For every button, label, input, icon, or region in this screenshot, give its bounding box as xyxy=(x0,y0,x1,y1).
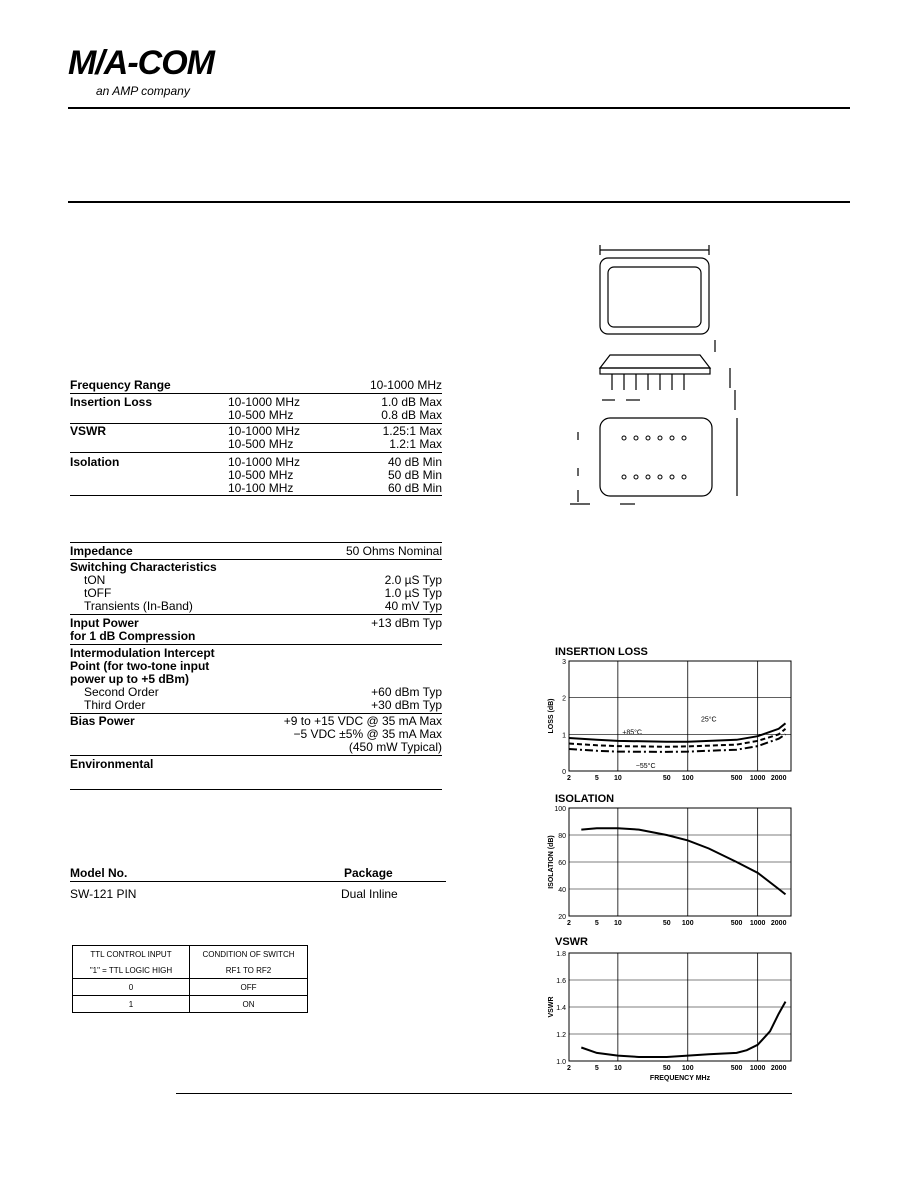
chart-annotation: −55°C xyxy=(635,763,656,771)
package-type: Dual Inline xyxy=(341,887,398,901)
y-tick-label: 1.2 xyxy=(556,1032,566,1039)
divider xyxy=(70,644,442,645)
footer-rule xyxy=(176,1093,792,1094)
model-number: SW-121 PIN xyxy=(70,887,137,901)
x-tick-label: 100 xyxy=(681,920,694,927)
logo-tagline: an AMP company xyxy=(96,84,190,98)
y-axis-label: ISOLATION (dB) xyxy=(548,835,555,889)
divider xyxy=(70,495,442,496)
truth-table xyxy=(72,945,308,1013)
x-tick-label: 500 xyxy=(730,920,743,927)
y-tick-label: 1 xyxy=(562,732,566,740)
truth-row-state: OFF xyxy=(190,979,308,996)
series-line xyxy=(569,723,786,741)
y-axis-label: VSWR xyxy=(548,996,555,1018)
x-tick-label: 10 xyxy=(613,920,622,927)
x-tick-label: 500 xyxy=(730,775,743,782)
x-tick-label: 100 xyxy=(681,1065,694,1072)
chart-isolation xyxy=(548,790,795,938)
chart-title: VSWR xyxy=(555,936,588,948)
divider xyxy=(70,614,442,615)
header-rule xyxy=(68,107,850,109)
truth-subheader-state: RF1 TO RF2 xyxy=(190,962,308,979)
chart-annotation: 25°C xyxy=(700,716,717,724)
x-tick-label: 2000 xyxy=(770,1065,787,1072)
divider xyxy=(70,881,446,882)
x-tick-label: 10 xyxy=(613,775,622,782)
y-tick-label: 60 xyxy=(558,860,566,867)
x-tick-label: 5 xyxy=(594,1065,599,1072)
chart-insertion-loss xyxy=(548,643,795,791)
divider xyxy=(70,542,442,543)
y-tick-label: 0 xyxy=(562,769,566,776)
macom-logo xyxy=(68,46,238,102)
y-tick-label: 100 xyxy=(554,806,566,813)
logo-wordmark: M/A-COM xyxy=(68,44,214,82)
truth-header-state: CONDITION OF SWITCH xyxy=(190,946,308,963)
x-axis-label: FREQUENCY MHz xyxy=(649,1075,711,1082)
y-tick-label: 3 xyxy=(562,659,566,666)
package-outline-drawing xyxy=(560,240,760,520)
x-tick-label: 50 xyxy=(662,920,671,927)
y-axis-label: LOSS (dB) xyxy=(548,698,555,734)
x-tick-label: 50 xyxy=(662,775,671,782)
x-tick-label: 2000 xyxy=(770,920,787,927)
model-header: Model No. xyxy=(70,866,128,880)
truth-subheader-input: "1" = TTL LOGIC HIGH xyxy=(73,962,190,979)
x-tick-label: 5 xyxy=(594,775,599,782)
header-rule-bottom xyxy=(68,201,850,203)
truth-row-input: 1 xyxy=(73,996,190,1013)
series-line xyxy=(581,1002,785,1057)
x-tick-label: 5 xyxy=(594,920,599,927)
x-tick-label: 1000 xyxy=(749,920,766,927)
x-tick-label: 1000 xyxy=(749,775,766,782)
y-tick-label: 1.8 xyxy=(556,951,566,958)
y-tick-label: 1.4 xyxy=(556,1005,566,1012)
series-line xyxy=(581,828,785,894)
x-tick-label: 2000 xyxy=(770,775,787,782)
y-tick-label: 80 xyxy=(558,833,566,840)
divider xyxy=(70,789,442,790)
truth-row-input: 0 xyxy=(73,979,190,996)
chart-vswr xyxy=(548,933,795,1093)
x-tick-label: 10 xyxy=(613,1065,622,1072)
y-tick-label: 1.6 xyxy=(556,978,566,985)
x-tick-label: 2 xyxy=(567,920,571,927)
x-tick-label: 500 xyxy=(730,1065,743,1072)
x-tick-label: 50 xyxy=(662,1065,671,1072)
chart-annotation: +85°C xyxy=(622,729,642,737)
y-tick-label: 40 xyxy=(558,887,566,894)
chart-title: INSERTION LOSS xyxy=(555,646,648,658)
truth-row-state: ON xyxy=(190,996,308,1013)
x-tick-label: 100 xyxy=(681,775,694,782)
x-tick-label: 2 xyxy=(567,775,571,782)
divider xyxy=(70,393,442,394)
y-tick-label: 20 xyxy=(558,914,566,921)
x-tick-label: 2 xyxy=(567,1065,571,1072)
divider xyxy=(70,755,442,756)
package-header: Package xyxy=(344,866,393,880)
chart-title: ISOLATION xyxy=(555,793,615,805)
x-tick-label: 1000 xyxy=(749,1065,766,1072)
y-tick-label: 1.0 xyxy=(556,1059,566,1066)
y-tick-label: 2 xyxy=(562,695,566,703)
divider xyxy=(70,452,442,453)
truth-header-input: TTL CONTROL INPUT xyxy=(73,946,190,963)
